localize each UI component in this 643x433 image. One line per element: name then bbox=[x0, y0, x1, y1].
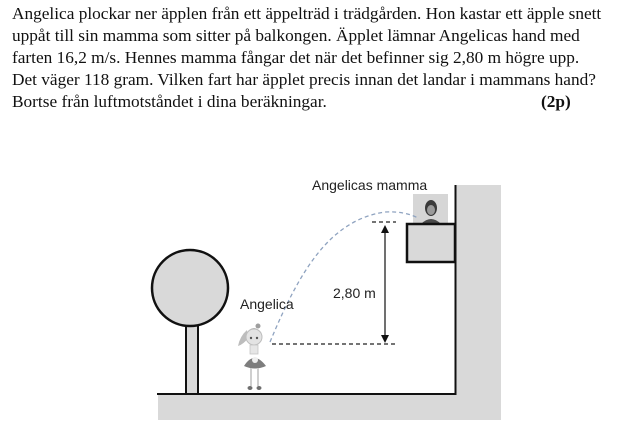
apple-trajectory bbox=[270, 212, 418, 342]
girl-figure bbox=[238, 324, 266, 391]
house-wall bbox=[456, 185, 501, 394]
tree-crown bbox=[152, 250, 228, 326]
question-line-1: Angelica plockar ner äpplen från ett äppelträd i trädgården. Hon kastar ett äpple snett bbox=[12, 4, 602, 23]
tree-trunk bbox=[186, 325, 198, 394]
mother-figure bbox=[413, 194, 448, 224]
points-badge: (2p) bbox=[541, 92, 571, 111]
question-line-3: farten 16,2 m/s. Hennes mamma fångar det när det befinner sig 2,80 m högre upp. bbox=[12, 48, 580, 67]
question-line-2: uppåt till sin mamma som sitter på balkongen. Äpplet lämnar Angelicas hand med bbox=[12, 26, 580, 45]
height-label: 2,80 m bbox=[333, 285, 376, 301]
question-line-5: Bortse från luftmotståndet i dina beräkningar. bbox=[12, 92, 327, 111]
ground bbox=[158, 394, 501, 420]
question-line-4: Det väger 118 gram. Vilken fart har äpplet precis innan det landar i mammans hand? bbox=[12, 70, 596, 89]
girl-label: Angelica bbox=[240, 296, 294, 312]
height-arrow bbox=[381, 225, 389, 343]
tree bbox=[152, 250, 228, 394]
balcony bbox=[407, 224, 455, 262]
mother-label: Angelicas mamma bbox=[312, 177, 428, 193]
